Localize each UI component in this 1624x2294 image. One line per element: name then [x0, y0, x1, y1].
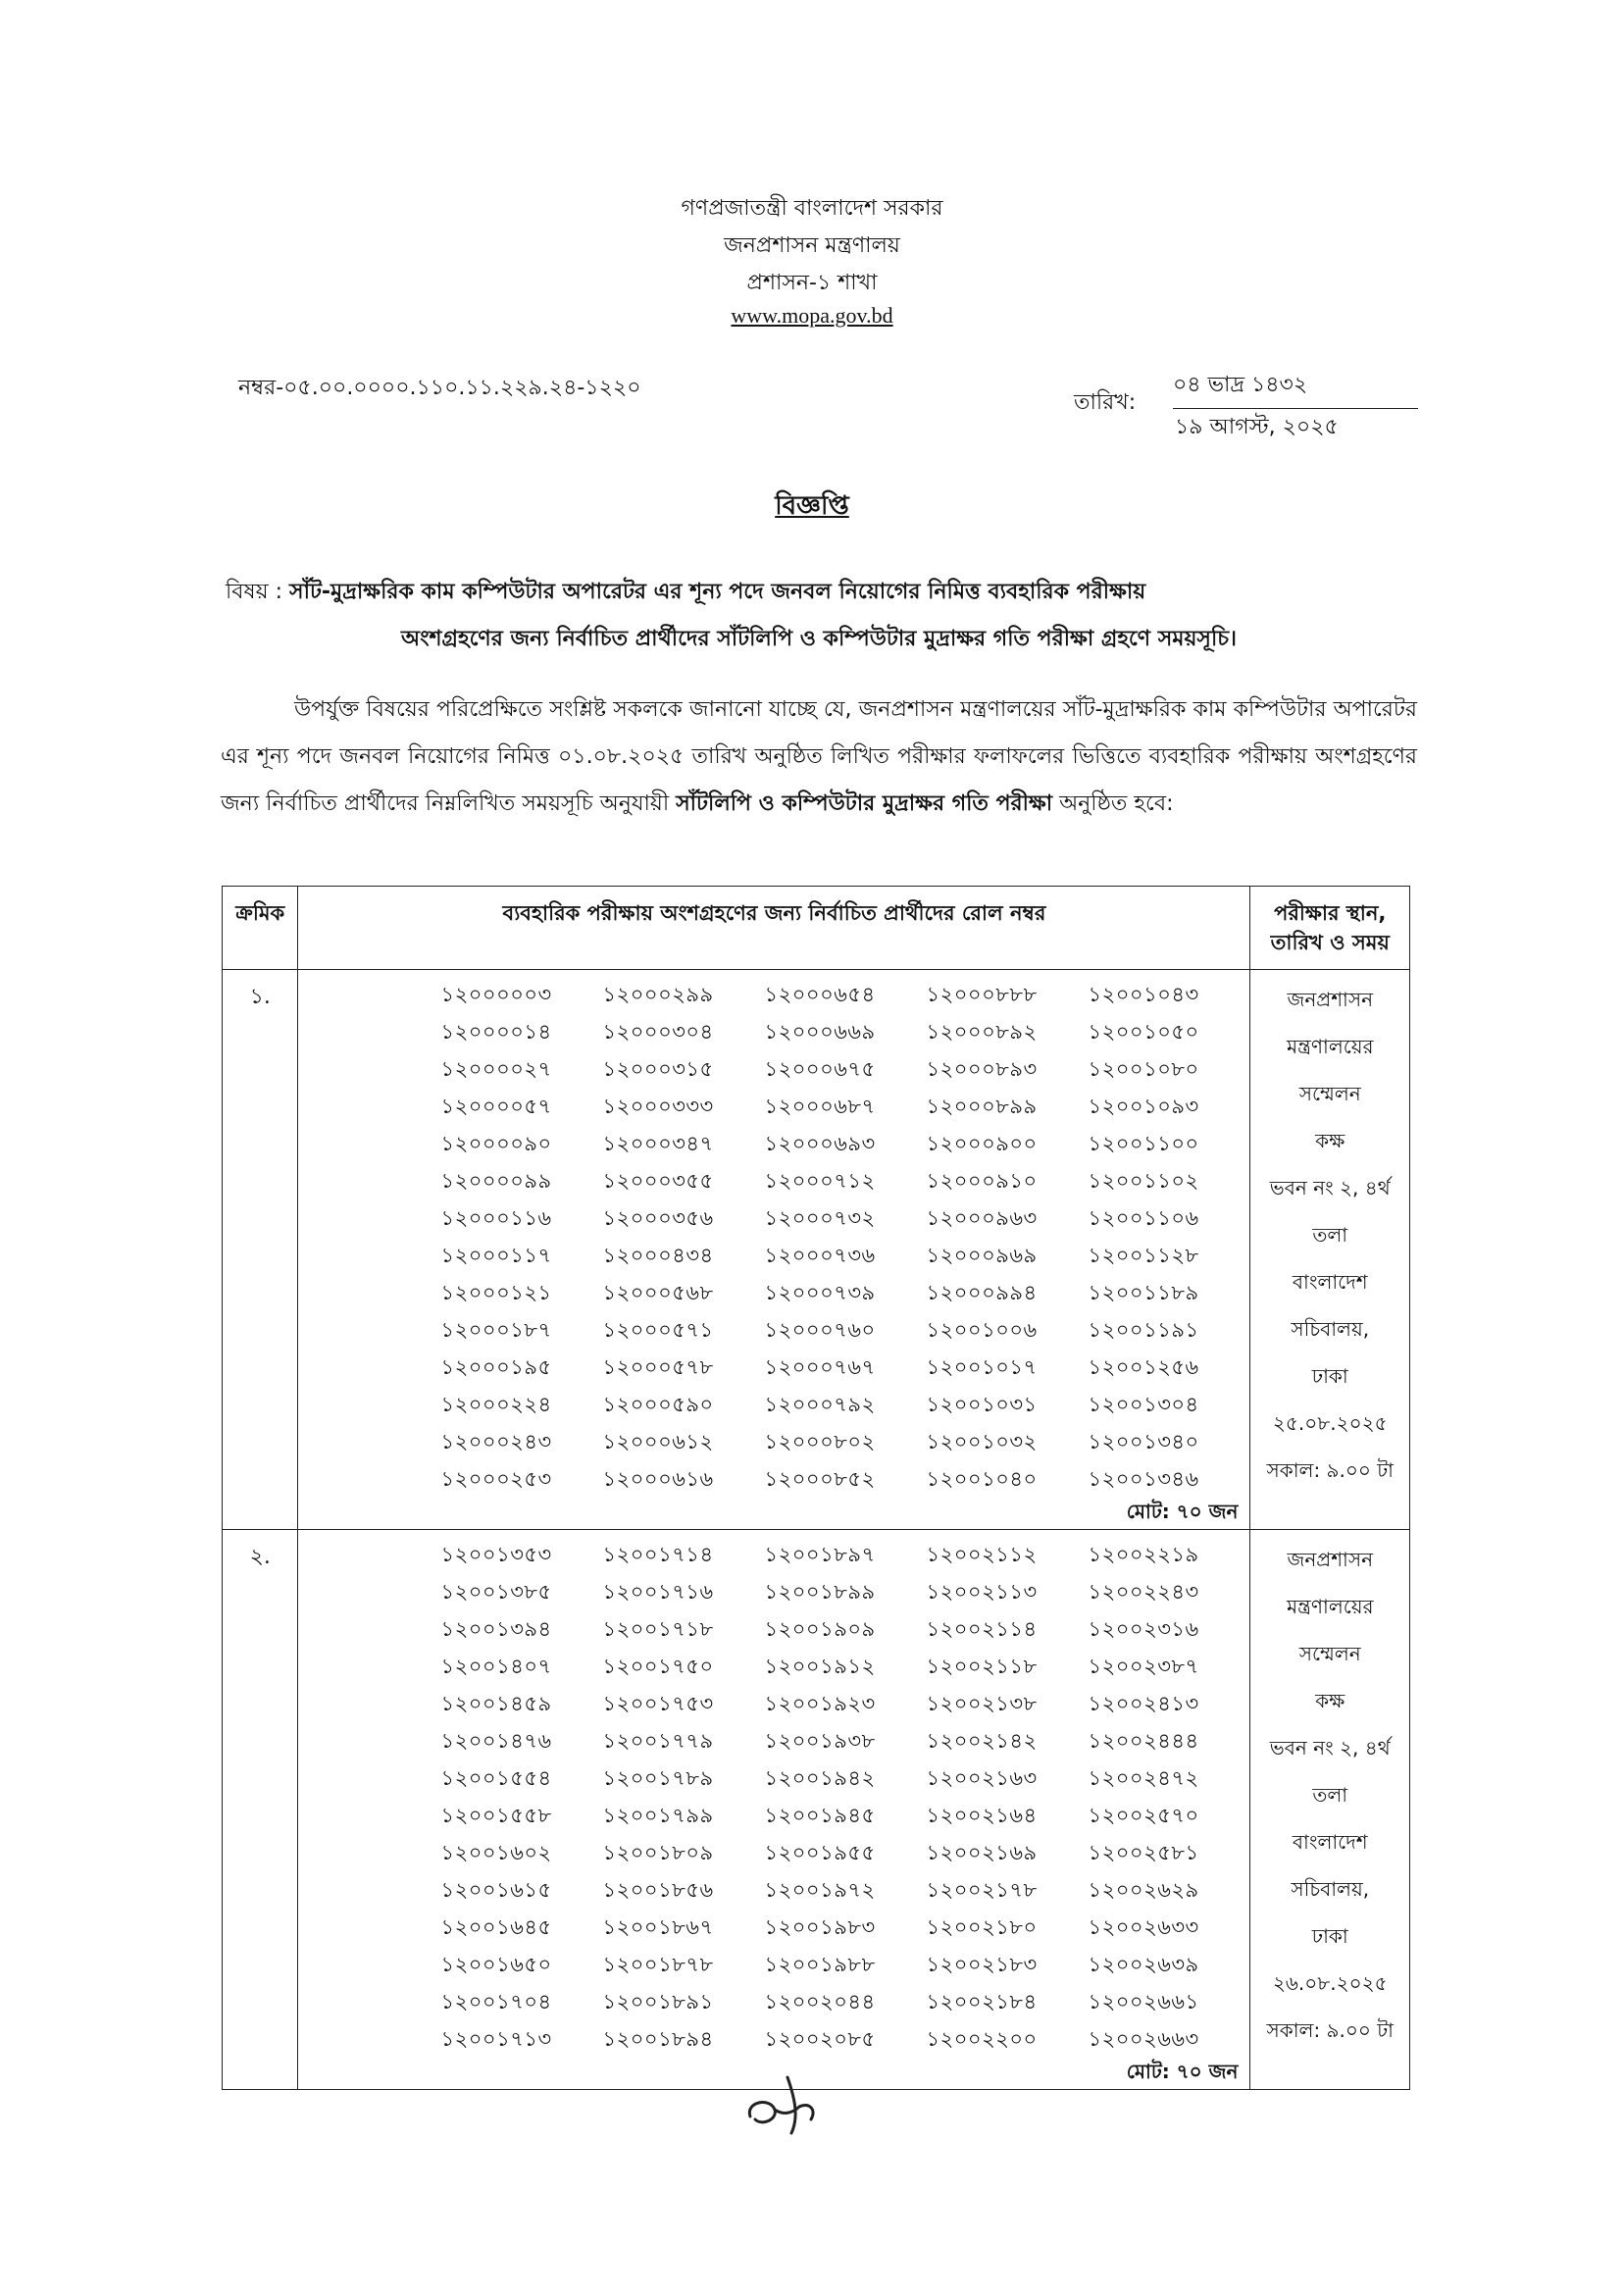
roll-number: ১২০০২০৮৫ — [764, 2027, 876, 2051]
roll-number: ১২০০১৮৭৮ — [602, 1953, 714, 1976]
roll-number: ১২০০০১৯৫ — [440, 1355, 552, 1379]
roll-number: ১২০০২৪১৩ — [1088, 1692, 1199, 1715]
body-paragraph — [221, 687, 1417, 828]
roll-number: ১২০০১৮৫৬ — [602, 1878, 714, 1902]
roll-number: ১২০০১৯৪২ — [764, 1766, 876, 1790]
roll-number: ১২০০১৩৪০ — [1088, 1430, 1199, 1453]
roll-number-grid — [298, 976, 1249, 1498]
roll-number: ১২০০০৭১২ — [764, 1169, 876, 1193]
roll-number: ১২০০১১০০ — [1088, 1132, 1199, 1155]
body-text: উপর্যুক্ত বিষয়ের পরিপ্রেক্ষিতে সংশ্লিষ্ট সকলকে জানানো যাচ্ছে যে, জনপ্রশাসন মন্ত্রণালয়ের সাঁট-মুদ্রাক্ষরিক কাম কম্পিউটার অপারেটর এর শূন্য পদে জনবল নিয়োগের নিমিত্ত ০১.০৮.২০২৫ তারিখ অনুষ্ঠিত লিখিত পরীক্ষার ফলাফলের ভিত্তিতে ব্যবহারিক পরীক্ষায় অংশগ্রহণের জন্য নির্বাচিত প্রার্থীদের নিম্নলিখিত সময়সূচি অনুযায়ী — [221, 697, 1417, 816]
roll-number: ১২০০১৭০৪ — [440, 1990, 552, 2014]
roll-number: ১২০০০৯০০ — [926, 1132, 1038, 1155]
roll-number: ১২০০১০৪০ — [926, 1467, 1038, 1491]
roll-number: ১২০০১৮৯৭ — [764, 1543, 876, 1566]
roll-number: ১২০০২১৩৮ — [926, 1692, 1038, 1715]
roll-number: ১২০০০১২১ — [440, 1281, 552, 1304]
roll-number: ১২০০০৪৩৪ — [602, 1244, 714, 1267]
roll-number: ১২০০১১০৬ — [1088, 1206, 1199, 1230]
roll-number: ১২০০২০৪৪ — [764, 1990, 876, 2014]
roll-number: ১২০০০০২৭ — [440, 1057, 552, 1081]
roll-number: ১২০০১৯৮৮ — [764, 1953, 876, 1976]
roll-number: ১২০০০৩৩৩ — [602, 1095, 714, 1118]
government-name: গণপ্রজাতন্ত্রী বাংলাদেশ সরকার — [681, 196, 943, 221]
reference-number: নম্বর-০৫.০০.০০০০.১১০.১১.২২৯.২৪-১২২০ — [238, 376, 641, 400]
roll-number: ১২০০১০৪৩ — [1088, 983, 1199, 1006]
rolls-cell — [298, 970, 1250, 1530]
roll-number: ১২০০১১৯১ — [1088, 1318, 1199, 1342]
roll-number: ১২০০০৬১২ — [602, 1430, 714, 1453]
roll-number: ১২০০১০৫০ — [1088, 1020, 1199, 1044]
roll-number: ১২০০২১৬৪ — [926, 1804, 1038, 1827]
roll-number: ১২০০২৩৮৭ — [1088, 1655, 1199, 1678]
roll-number: ১২০০২১৮৪ — [926, 1990, 1038, 2014]
roll-number: ১২০০১১২৮ — [1088, 1244, 1199, 1267]
roll-number: ১২০০০২৫৩ — [440, 1467, 552, 1491]
roll-number: ১২০০১৭১৮ — [602, 1617, 714, 1641]
roll-number: ১২০০২২১৯ — [1088, 1543, 1199, 1566]
website-link[interactable]: www.mopa.gov.bd — [731, 303, 893, 328]
roll-number: ১২০০১৬১৫ — [440, 1878, 552, 1902]
roll-number: ১২০০০৬৮৭ — [764, 1095, 876, 1118]
venue-cell — [1250, 1530, 1410, 2090]
roll-number: ১২০০২১৮০ — [926, 1915, 1038, 1939]
roll-number: ১২০০২২০০ — [926, 2027, 1038, 2051]
roll-number: ১২০০০১৮৭ — [440, 1318, 552, 1342]
roll-number: ১২০০০৯৬৯ — [926, 1244, 1038, 1267]
notice-title: বিজ্ঞপ্তি — [775, 491, 849, 521]
rolls-header: ব্যবহারিক পরীক্ষায় অংশগ্রহণের জন্য নির্বাচিত প্রার্থীদের রোল নম্বর — [298, 887, 1250, 970]
roll-number: ১২০০২৬৬১ — [1088, 1990, 1199, 2014]
roll-number: ১২০০১৪০৭ — [440, 1655, 552, 1678]
rolls-cell — [298, 1530, 1250, 2090]
roll-number: ১২০০০৮৮৮ — [926, 983, 1038, 1006]
roll-number: ১২০০১৩৮৫ — [440, 1580, 552, 1604]
venue-line: ২৬.০৮.২০২৫ — [1272, 1971, 1388, 1995]
roll-number: ১২০০১৯১২ — [764, 1655, 876, 1678]
schedule-row — [223, 1530, 1410, 2090]
roll-number: ১২০০০৩৪৭ — [602, 1132, 714, 1155]
roll-number: ১২০০০৯৬৩ — [926, 1206, 1038, 1230]
branch-name: প্রশাসন-১ শাখা — [746, 271, 878, 295]
roll-number: ১২০০১৪৭৬ — [440, 1729, 552, 1753]
roll-number: ১২০০২১১৮ — [926, 1655, 1038, 1678]
roll-number: ১২০০১৯৭২ — [764, 1878, 876, 1902]
venue-line: জনপ্রশাসন — [1287, 1548, 1374, 1571]
roll-number: ১২০০২৫৮১ — [1088, 1841, 1199, 1864]
roll-number: ১২০০০৬৫৪ — [764, 983, 876, 1006]
roll-number: ১২০০১৯০৯ — [764, 1617, 876, 1641]
roll-number: ১২০০১৩০৪ — [1088, 1393, 1199, 1416]
roll-number: ১২০০১৭৮৯ — [602, 1766, 714, 1790]
roll-number: ১২০০০৩৫৫ — [602, 1169, 714, 1193]
roll-number: ১২০০১৯৩৮ — [764, 1729, 876, 1753]
roll-number: ১২০০২১৮৩ — [926, 1953, 1038, 1976]
schedule-row — [223, 970, 1410, 1530]
roll-number: ১২০০১৬৫০ — [440, 1953, 552, 1976]
schedule-table — [222, 886, 1410, 2090]
roll-number: ১২০০০৭৬০ — [764, 1318, 876, 1342]
roll-number: ১২০০০০৯৯ — [440, 1169, 552, 1193]
date-gregorian: ১৯ আগস্ট, ২০২৫ — [1175, 415, 1339, 439]
subject-label: বিষয় : — [226, 580, 290, 604]
venue-line: ঢাকা — [1311, 1364, 1348, 1388]
subject-line-1: সাঁট-মুদ্রাক্ষরিক কাম কম্পিউটার অপারেটর এর শূন্য পদে জনবল নিয়োগের নিমিত্ত ব্যবহারিক পরীক্ষায় — [289, 580, 1146, 604]
roll-number: ১২০০০০১৪ — [440, 1020, 552, 1044]
roll-number: ১২০০২১১২ — [926, 1543, 1038, 1566]
venue-line: বাংলাদেশ সচিবালয়, — [1291, 1830, 1370, 1901]
venue-line: সকাল: ৯.০০ টা — [1266, 1458, 1394, 1482]
roll-number: ১২০০২১১৪ — [926, 1617, 1038, 1641]
roll-number: ১২০০১২৫৬ — [1088, 1355, 1199, 1379]
roll-number: ১২০০১৭৯৯ — [602, 1804, 714, 1827]
roll-number: ১২০০০৮৫২ — [764, 1467, 876, 1491]
roll-number: ১২০০০০০৩ — [440, 983, 552, 1006]
roll-number: ১২০০২৪৪৪ — [1088, 1729, 1199, 1753]
roll-number: ১২০০১৭৭৯ — [602, 1729, 714, 1753]
roll-number: ১২০০০৭৯২ — [764, 1393, 876, 1416]
roll-number: ১২০০১৮৯১ — [602, 1990, 714, 2014]
roll-number: ১২০০১৩৪৬ — [1088, 1467, 1199, 1491]
roll-number: ১২০০০৮৯৯ — [926, 1095, 1038, 1118]
group-total: মোট: ৭০ জন — [1126, 2060, 1239, 2083]
roll-number: ১২০০১০৯৩ — [1088, 1095, 1199, 1118]
signature — [740, 2072, 829, 2145]
venue-header: পরীক্ষার স্থান, তারিখ ও সময় — [1250, 887, 1410, 970]
body-bold-text: সাঁটলিপি ও কম্পিউটার মুদ্রাক্ষর গতি পরীক্ষা — [676, 791, 1053, 816]
serial-cell: ২. — [223, 1530, 298, 2090]
roll-number: ১২০০১৭১৬ — [602, 1580, 714, 1604]
roll-number: ১২০০১৮৯৯ — [764, 1580, 876, 1604]
roll-number: ১২০০১৩৫৩ — [440, 1543, 552, 1566]
roll-number: ১২০০২১১৩ — [926, 1580, 1038, 1604]
roll-number: ১২০০০২২৪ — [440, 1393, 552, 1416]
venue-line: বাংলাদেশ সচিবালয়, — [1291, 1270, 1370, 1341]
roll-number: ১২০০১৬৪৫ — [440, 1915, 552, 1939]
roll-number: ১২০০১৯৪৫ — [764, 1804, 876, 1827]
roll-number: ১২০০০৫৭৮ — [602, 1355, 714, 1379]
roll-number: ১২০০১০৩২ — [926, 1430, 1038, 1453]
roll-number: ১২০০০৬৬৯ — [764, 1020, 876, 1044]
roll-number: ১২০০২৬৩৩ — [1088, 1915, 1199, 1939]
roll-number: ১২০০১৭৫০ — [602, 1655, 714, 1678]
roll-number: ১২০০০২৪৩ — [440, 1430, 552, 1453]
roll-number: ১২০০১০৮০ — [1088, 1057, 1199, 1081]
roll-number: ১২০০২১৪২ — [926, 1729, 1038, 1753]
venue-line: জনপ্রশাসন — [1287, 988, 1374, 1011]
roll-number: ১২০০০৩০৪ — [602, 1020, 714, 1044]
roll-number: ১২০০০৮৯২ — [926, 1020, 1038, 1044]
roll-number: ১২০০১০০৬ — [926, 1318, 1038, 1342]
venue-line: সকাল: ৯.০০ টা — [1266, 2018, 1394, 2042]
roll-number: ১২০০২৬৩৯ — [1088, 1953, 1199, 1976]
ministry-name: জনপ্রশাসন মন্ত্রণালয় — [724, 233, 900, 258]
roll-number: ১২০০০২৯৯ — [602, 983, 714, 1006]
roll-number: ১২০০২১৬৯ — [926, 1841, 1038, 1864]
body-tail: অনুষ্ঠিত হবে: — [1052, 791, 1174, 816]
roll-number: ১২০০১৫৫৪ — [440, 1766, 552, 1790]
venue-line: ঢাকা — [1311, 1924, 1348, 1948]
group-total: মোট: ৭০ জন — [1126, 1500, 1239, 1523]
roll-number: ১২০০০৮৯৩ — [926, 1057, 1038, 1081]
roll-number: ১২০০২৩১৬ — [1088, 1617, 1199, 1641]
roll-number: ১২০০২১৭৮ — [926, 1878, 1038, 1902]
roll-number: ১২০০২৫৭০ — [1088, 1804, 1199, 1827]
roll-number: ১২০০০৭৬৭ — [764, 1355, 876, 1379]
roll-number: ১২০০০০৫৭ — [440, 1095, 552, 1118]
roll-number: ১২০০১৯৫৫ — [764, 1841, 876, 1864]
roll-number: ১২০০১৭১৩ — [440, 2027, 552, 2051]
roll-number: ১২০০০০৯০ — [440, 1132, 552, 1155]
roll-number: ১২০০০৫৬৮ — [602, 1281, 714, 1304]
roll-number: ১২০০১০৩১ — [926, 1393, 1038, 1416]
roll-number: ১২০০১৯২৩ — [764, 1692, 876, 1715]
venue-line: ২৫.০৮.২০২৫ — [1272, 1411, 1388, 1435]
roll-number: ১২০০০৭৩৯ — [764, 1281, 876, 1304]
roll-number: ১২০০১৮০৯ — [602, 1841, 714, 1864]
roll-number: ১২০০০৬১৬ — [602, 1467, 714, 1491]
venue-line: মন্ত্রণালয়ের সম্মেলন — [1286, 1035, 1374, 1105]
roll-number: ১২০০২৬২৯ — [1088, 1878, 1199, 1902]
roll-number: ১২০০০৬৭৫ — [764, 1057, 876, 1081]
roll-number: ১২০০১৬০২ — [440, 1841, 552, 1864]
roll-number: ১২০০০৯১০ — [926, 1169, 1038, 1193]
venue-line: কক্ষ — [1315, 1689, 1345, 1712]
subject-block — [226, 569, 1412, 663]
roll-number: ১২০০১৭৫৩ — [602, 1692, 714, 1715]
roll-number: ১২০০১৪৫৯ — [440, 1692, 552, 1715]
venue-line: ভবন নং ২, ৪র্থ তলা — [1269, 1736, 1391, 1807]
venue-cell — [1250, 970, 1410, 1530]
roll-number: ১২০০০৯৯৪ — [926, 1281, 1038, 1304]
roll-number: ১২০০২৪৭২ — [1088, 1766, 1199, 1790]
roll-number: ১২০০০৫৭১ — [602, 1318, 714, 1342]
roll-number: ১২০০২১৬৩ — [926, 1766, 1038, 1790]
date-label: তারিখ: — [1074, 390, 1137, 415]
roll-number: ১২০০১১৮৯ — [1088, 1281, 1199, 1304]
roll-number-grid — [298, 1536, 1249, 2058]
venue-line: মন্ত্রণালয়ের সম্মেলন — [1286, 1595, 1374, 1665]
roll-number: ১২০০০৩১৫ — [602, 1057, 714, 1081]
roll-number: ১২০০১১০২ — [1088, 1169, 1199, 1193]
roll-number: ১২০০১৩৯৪ — [440, 1617, 552, 1641]
roll-number: ১২০০১০১৭ — [926, 1355, 1038, 1379]
roll-number: ১২০০১৮৯৪ — [602, 2027, 714, 2051]
roll-number: ১২০০১৫৫৮ — [440, 1804, 552, 1827]
roll-number: ১২০০০৭৩২ — [764, 1206, 876, 1230]
date-bangla: ০৪ ভাদ্র ১৪৩২ — [1173, 368, 1418, 409]
roll-number: ১২০০২৬৬৩ — [1088, 2027, 1199, 2051]
venue-line: কক্ষ — [1315, 1129, 1345, 1152]
roll-number: ১২০০০১১৬ — [440, 1206, 552, 1230]
roll-number: ১২০০০৩৫৬ — [602, 1206, 714, 1230]
roll-number: ১২০০০৫৯০ — [602, 1393, 714, 1416]
subject-line-2: অংশগ্রহণের জন্য নির্বাচিত প্রার্থীদের সাঁটলিপি ও কম্পিউটার মুদ্রাক্ষর গতি পরীক্ষা গ্রহণে সময়সূচি। — [401, 627, 1237, 651]
roll-number: ১২০০০১১৭ — [440, 1244, 552, 1267]
roll-number: ১২০০০৭৩৬ — [764, 1244, 876, 1267]
serial-header: ক্রমিক — [223, 887, 298, 970]
roll-number: ১২০০১৮৬৭ — [602, 1915, 714, 1939]
roll-number: ১২০০০৮০২ — [764, 1430, 876, 1453]
venue-line: ভবন নং ২, ৪র্থ তলা — [1269, 1176, 1391, 1247]
roll-number: ১২০০১৯৮৩ — [764, 1915, 876, 1939]
roll-number: ১২০০০৬৯৩ — [764, 1132, 876, 1155]
roll-number: ১২০০২২৪৩ — [1088, 1580, 1199, 1604]
roll-number: ১২০০১৭১৪ — [602, 1543, 714, 1566]
serial-cell: ১. — [223, 970, 298, 1530]
